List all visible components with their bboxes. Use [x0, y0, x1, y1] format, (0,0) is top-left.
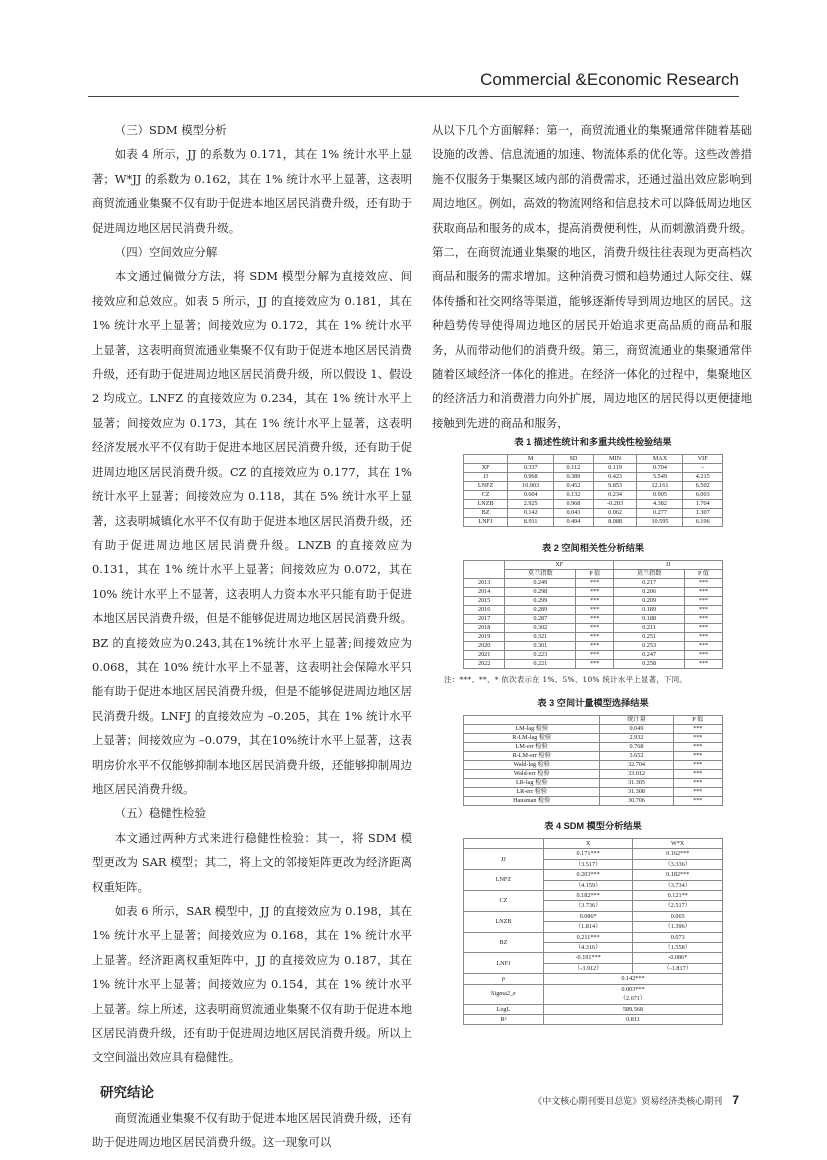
- table-cell: 4.382: [637, 500, 683, 509]
- table-cell: ***: [684, 660, 722, 669]
- coef-row: [464, 911, 723, 921]
- table-cell: 0.452: [554, 482, 594, 491]
- table-row: [464, 651, 723, 660]
- table-cell: 0.321: [505, 633, 576, 642]
- sub-header-cell: P 值: [576, 570, 614, 579]
- summary-value: 0.811: [626, 1015, 640, 1023]
- table-cell: ***: [673, 743, 722, 752]
- summary-value: 0.003***: [621, 985, 645, 993]
- table-cell: ***: [684, 633, 722, 642]
- table-cell: 1.307: [683, 509, 723, 518]
- paragraph: 本文通过偏微分方法，将 SDM 模型分解为直接效应、间接效应和总效应。如表 5 所示，JJ 的直接效应为 0.181，其在 1% 统计水平上显著；间接效应为 0.172，其在 1% 统计水平上显著，这表明商贸流通业集聚不仅有助于促进本地区居民消费升级，还有助于促进周边地区居民消费升级，所以假设 1、假设 2 均成立。LNFZ 的直接效应为 0.234，其在 1% 统计水平上显著；间接效应为 0.173，其在 1% 统计水平上显著，这表明经济发展水平不仅有助于促进本地区居民消费升级，还有助于促进周边地区居民消费升级。CZ 的直接效应为 0.177，其在 1% 统计水平上显著；间接效应为 0.118，其在 5% 统计水平上显著，这表明城镇化水平不仅有助于促进本地区居民消费升级，还有助于促进周边地区居民消费升级。LNZB 的直接效应为 0.131，其在 1% 统计水平上显著；间接效应为 0.072，其在 10% 统计水平上不显著，这表明人力资本水平只能有助于促进本地区居民消费升级，但是不能够促进周边地区居民消费升级。BZ 的直接效应为0.243,其在1%统计水平上显著;间接效应为0.068，其在 10% 统计水平上不显著，这表明社会保障水平只能有助于促进本地区居民消费升级，但是不能够促进周边地区居民消费升级。LNFJ 的直接效应为 –0.205，其在 1% 统计水平上显著；间接效应为 –0.079，其在10%统计水平上显著，这表明房价水平不仅能够抑制本地区居民消费升级，还能够抑制周边地区居民消费升级。: [92, 269, 412, 796]
- summary-value: 0.142***: [621, 975, 645, 983]
- table-cell: ***: [673, 770, 722, 779]
- table-row: [464, 500, 723, 509]
- table-cell: 0.905: [637, 491, 683, 500]
- table-cell: ***: [684, 651, 722, 660]
- tstat-cell: （1.814）: [543, 922, 633, 932]
- table-cell: ***: [576, 660, 614, 669]
- table-cell: 2017: [464, 615, 505, 624]
- tstat-cell: （2.517）: [633, 901, 723, 911]
- paragraph: 如表 6 所示，SAR 模型中，JJ 的直接效应为 0.198，其在 1% 统计水平上显著；间接效应为 0.168，其在 1% 统计水平上显著。经济距离权重矩阵中，JJ 的直接效应为 0.187，其在 1% 统计水平上显著；间接效应为 0.154，其在 1% 统计水平上显著。综上所述，这表明商贸流通业集聚不仅有助于促进本地区居民消费升级，还有助于促进周边地区居民消费升级。所以上文空间溢出效应具有稳健性。: [92, 904, 412, 1065]
- table-row: [464, 743, 723, 752]
- page-number: 7: [732, 1093, 739, 1107]
- table-row: [464, 518, 723, 527]
- tstat-cell: （3.734）: [633, 880, 723, 890]
- variable-cell: LogL: [464, 1004, 544, 1014]
- header-cell: [464, 716, 600, 725]
- table-cell: 5.549: [637, 473, 683, 482]
- coef-row: [464, 891, 723, 901]
- table-cell: 0.299: [505, 597, 576, 606]
- table-cell: 0.768: [600, 743, 673, 752]
- table-cell: ***: [576, 579, 614, 588]
- summary-cell: [543, 974, 722, 984]
- table-row: [464, 761, 723, 770]
- table-cell: ***: [673, 788, 722, 797]
- table-cell: ***: [684, 615, 722, 624]
- table-cell: 8.088: [593, 518, 637, 527]
- header-cell: SD: [554, 455, 594, 464]
- table-cell: 12.161: [637, 482, 683, 491]
- table-cell: LNFZ: [464, 482, 508, 491]
- table-row: [464, 779, 723, 788]
- header-row: [464, 839, 723, 849]
- tstat-cell: （-3.912）: [543, 963, 633, 973]
- table-cell: XF: [464, 464, 508, 473]
- tstat-cell: （3.736）: [543, 901, 633, 911]
- coef-cell: 0.203***: [543, 870, 633, 880]
- table-cell: LM-lag 检验: [464, 725, 600, 734]
- table-cell: 0.049: [600, 725, 673, 734]
- section-heading: （五）稳健性检验: [114, 806, 206, 821]
- table-cell: 0.211: [614, 624, 685, 633]
- table-cell: 0.258: [614, 660, 685, 669]
- table-cell: Hausman 检验: [464, 797, 600, 806]
- section-heading: （四）空间效应分解: [114, 245, 218, 260]
- table-cell: 2022: [464, 660, 505, 669]
- header-cell: X: [543, 839, 633, 849]
- table-row: [464, 770, 723, 779]
- table-cell: 0.223: [505, 651, 576, 660]
- table-cell: 0.287: [505, 615, 576, 624]
- table-cell: 2014: [464, 588, 505, 597]
- sub-header-cell: 莫兰指数: [505, 570, 576, 579]
- table-cell: ***: [684, 642, 722, 651]
- table-cell: ***: [576, 588, 614, 597]
- table4: [463, 838, 723, 1025]
- table-cell: ***: [673, 752, 722, 761]
- table1: [463, 454, 723, 527]
- table-cell: ***: [576, 624, 614, 633]
- table-row: [464, 615, 723, 624]
- table-cell: 0.119: [593, 464, 637, 473]
- table-cell: 31.305: [600, 779, 673, 788]
- section-heading: （三）SDM 模型分析: [114, 123, 227, 137]
- table-cell: 2021: [464, 651, 505, 660]
- summary-cell: [543, 1014, 722, 1024]
- sub-header-cell: 莫兰指数: [614, 570, 685, 579]
- table-cell: ***: [576, 606, 614, 615]
- tstat-cell: （4.316）: [543, 943, 633, 953]
- variable-cell: ρ: [464, 974, 544, 984]
- table-cell: 2015: [464, 597, 505, 606]
- table-cell: 0.132: [554, 491, 594, 500]
- sub-header-cell: P 值: [684, 570, 722, 579]
- table-cell: 10.595: [637, 518, 683, 527]
- table-row: [464, 597, 723, 606]
- table-cell: 33.012: [600, 770, 673, 779]
- tstat-cell: （-1.817）: [633, 963, 723, 973]
- variable-cell: BZ: [464, 932, 544, 953]
- table-cell: 0.062: [593, 509, 637, 518]
- header-cell: M: [508, 455, 554, 464]
- page-footer: [533, 1093, 739, 1107]
- table-cell: 1.704: [683, 500, 723, 509]
- header-cell: P 值: [673, 716, 722, 725]
- table-cell: 0.337: [508, 464, 554, 473]
- table-cell: 0.301: [505, 642, 576, 651]
- table-cell: ***: [673, 761, 722, 770]
- coef-row: [464, 932, 723, 942]
- table-cell: 0.289: [505, 606, 576, 615]
- header-cell: [464, 455, 508, 464]
- table-cell: 2018: [464, 624, 505, 633]
- paragraph: 商贸流通业集聚不仅有助于促进本地区居民消费升级，还有助于促进周边地区居民消费升级。这一现象可以: [92, 1110, 412, 1150]
- coef-cell: 0.182***: [543, 891, 633, 901]
- table-cell: ***: [576, 633, 614, 642]
- summary-row: [464, 984, 723, 1004]
- coef-cell: 0.171***: [543, 849, 633, 859]
- table-cell: 0.142: [508, 509, 554, 518]
- table-row: [464, 491, 723, 500]
- table-cell: 2019: [464, 633, 505, 642]
- summary-row: [464, 1004, 723, 1014]
- table-cell: 2016: [464, 606, 505, 615]
- table4-caption: 表 4 SDM 模型分析结果: [544, 821, 642, 831]
- table-cell: R-LM-err 检验: [464, 752, 600, 761]
- table-row: [464, 482, 723, 491]
- table-cell: 0.217: [614, 579, 685, 588]
- table-cell: 0.704: [637, 464, 683, 473]
- table-row: [464, 579, 723, 588]
- table-row: [464, 752, 723, 761]
- table-cell: LR-err 检验: [464, 788, 600, 797]
- table-cell: ***: [673, 779, 722, 788]
- table-cell: ***: [576, 615, 614, 624]
- table-cell: 0.247: [614, 651, 685, 660]
- table-cell: 0.251: [614, 633, 685, 642]
- table-row: [464, 633, 723, 642]
- table-cell: 0.206: [614, 588, 685, 597]
- coef-cell: 0.065: [633, 911, 723, 921]
- coef-row: [464, 870, 723, 880]
- table-cell: 0.112: [554, 464, 594, 473]
- paragraph: 如表 4 所示，JJ 的系数为 0.171，其在 1% 统计水平上显著；W*JJ 的系数为 0.162，其在 1% 统计水平上显著，这表明商贸流通业集聚不仅有助于促进本地区居民消费升级，还有助于促进周边地区居民消费升级。: [92, 147, 412, 235]
- coef-cell: 0.086*: [543, 911, 633, 921]
- table-row: [464, 473, 723, 482]
- table-cell: 0.389: [554, 473, 594, 482]
- variable-cell: LNFZ: [464, 870, 544, 891]
- table-cell: 0.043: [554, 509, 594, 518]
- header-cell: VIF: [683, 455, 723, 464]
- tstat-cell: （3.336）: [633, 859, 723, 869]
- table-cell: ***: [684, 624, 722, 633]
- table-cell: 0.423: [593, 473, 637, 482]
- table-cell: LM-err 检验: [464, 743, 600, 752]
- table-cell: LR-lag 检验: [464, 779, 600, 788]
- table-cell: LNZB: [464, 500, 508, 509]
- variable-cell: CZ: [464, 891, 544, 912]
- table2-note: 注：***、**、* 依次表示在 1%、5%、10% 统计水平上显著，下同。: [444, 675, 688, 684]
- summary-cell: [543, 984, 722, 1004]
- table-cell: 32.704: [600, 761, 673, 770]
- table-row: [464, 464, 723, 473]
- table-row: [464, 642, 723, 651]
- table-cell: 0.968: [554, 500, 594, 509]
- coef-row: [464, 849, 723, 859]
- coef-row: [464, 953, 723, 963]
- table-row: [464, 734, 723, 743]
- table-cell: 9.853: [593, 482, 637, 491]
- journal-title: Commercial &Economic Research: [480, 70, 739, 89]
- header-cell: [464, 839, 544, 849]
- corner-cell: [464, 561, 505, 579]
- coef-cell: 0.121**: [633, 891, 723, 901]
- right-column: [432, 118, 752, 435]
- table-cell: Wald-lag 检验: [464, 761, 600, 770]
- table-cell: 0.494: [554, 518, 594, 527]
- table-cell: 6.196: [683, 518, 723, 527]
- table-cell: 0.604: [508, 491, 554, 500]
- header-cell: 统计量: [600, 716, 673, 725]
- table-cell: 2.932: [600, 734, 673, 743]
- table-cell: 0.188: [614, 615, 685, 624]
- table2-caption: 表 2 空间相关性分析结果: [541, 543, 645, 553]
- table-cell: LNFJ: [464, 518, 508, 527]
- paragraph: 本文通过两种方式来进行稳健性检验：其一，将 SDM 模型更改为 SAR 模型；其二，将上文的邻接矩阵更改为经济距离权重矩阵。: [92, 830, 412, 894]
- table-cell: 2013: [464, 579, 505, 588]
- table-cell: 0.189: [614, 606, 685, 615]
- group-header-cell: XF: [505, 561, 614, 570]
- table-cell: 2.925: [508, 500, 554, 509]
- tstat-cell: （1.396）: [633, 922, 723, 932]
- table-cell: –: [683, 464, 723, 473]
- table-row: [464, 509, 723, 518]
- tstat-cell: （1.558）: [633, 943, 723, 953]
- tstat-cell: （3.517）: [543, 859, 633, 869]
- table-cell: JJ: [464, 473, 508, 482]
- summary-tstat: （2.671）: [619, 995, 647, 1003]
- coef-cell: 0.073: [633, 932, 723, 942]
- table-row: [464, 606, 723, 615]
- table-cell: 0.968: [508, 473, 554, 482]
- table-cell: -0.203: [593, 500, 637, 509]
- table-cell: ***: [673, 734, 722, 743]
- group-header-cell: JJ: [614, 561, 723, 570]
- conclusion-heading: 研究结论: [100, 1084, 154, 1100]
- header-cell: W*X: [633, 839, 723, 849]
- header-cell: MAX: [637, 455, 683, 464]
- group-header-row: [464, 561, 723, 570]
- table-cell: ***: [684, 606, 722, 615]
- table-cell: ***: [673, 725, 722, 734]
- table-cell: ***: [673, 797, 722, 806]
- table-cell: CZ: [464, 491, 508, 500]
- table1-caption: 表 1 描述性统计和多重共线性检验结果: [514, 437, 672, 447]
- table-row: [464, 624, 723, 633]
- header-row: [464, 455, 723, 464]
- header-rule: [88, 96, 739, 97]
- table-cell: 6.003: [683, 491, 723, 500]
- variable-cell: LNZB: [464, 911, 544, 932]
- footer-text: 《中文核心期刊要目总览》贸易经济类核心期刊: [533, 1096, 723, 1106]
- coef-cell: 0.162***: [633, 849, 723, 859]
- coef-cell: -0.191***: [543, 953, 633, 963]
- table-cell: BZ: [464, 509, 508, 518]
- variable-cell: LNFJ: [464, 953, 544, 974]
- table-cell: 0.234: [593, 491, 637, 500]
- coef-cell: 0.182***: [633, 870, 723, 880]
- table-cell: ***: [576, 651, 614, 660]
- table-cell: 6.502: [683, 482, 723, 491]
- summary-row: [464, 974, 723, 984]
- table-cell: 0.302: [505, 624, 576, 633]
- header-row: [464, 716, 723, 725]
- table-cell: ***: [576, 642, 614, 651]
- table-cell: ***: [684, 579, 722, 588]
- table-row: [464, 797, 723, 806]
- table-cell: 0.221: [505, 660, 576, 669]
- table-row: [464, 588, 723, 597]
- summary-value: 589.568: [622, 1005, 643, 1013]
- table3-caption: 表 3 空间计量模型选择结果: [537, 698, 649, 708]
- table-cell: 8.911: [508, 518, 554, 527]
- table-cell: R-LM-lag 检验: [464, 734, 600, 743]
- table-cell: 10.903: [508, 482, 554, 491]
- table-row: [464, 788, 723, 797]
- table-cell: ***: [684, 597, 722, 606]
- table-cell: 0.298: [505, 588, 576, 597]
- coef-cell: -0.086*: [633, 953, 723, 963]
- table-cell: 31.308: [600, 788, 673, 797]
- tstat-cell: （4.159）: [543, 880, 633, 890]
- summary-cell: [543, 1004, 722, 1014]
- left-column: [92, 118, 412, 1155]
- coef-cell: 0.211***: [543, 932, 633, 942]
- variable-cell: JJ: [464, 849, 544, 870]
- table-cell: 3.652: [600, 752, 673, 761]
- summary-row: [464, 1014, 723, 1024]
- table-cell: Wald-err 检验: [464, 770, 600, 779]
- tables-area: [432, 434, 754, 1025]
- table3: [463, 715, 723, 806]
- table-row: [464, 725, 723, 734]
- table-row: [464, 660, 723, 669]
- paragraph: 从以下几个方面解释：第一，商贸流通业的集聚通常伴随着基础设施的改善、信息流通的加速、物流体系的优化等。这些改善措施不仅服务于集聚区域内部的消费需求，还通过溢出效应影响到周边地区。例如，高效的物流网络和信息技术可以降低周边地区获取商品和服务的成本，提高消费便利性，从而刺激消费升级。第二，在商贸流通业集聚的地区，消费升级往往表现为更高档次商品和服务的需求增加。这种消费习惯和趋势通过人际交往、媒体传播和社交网络等渠道，能够逐渐传导到周边地区的居民。这种趋势传导使得周边地区的居民开始追求更高品质的商品和服务，从而带动他们的消费升级。第三，商贸流通业的集聚通常伴随着区域经济一体化的推进。在经济一体化的过程中，集聚地区的经济活力和消费潜力向外扩展，周边地区的居民得以更便捷地接触到先进的商品和服务，: [432, 123, 752, 430]
- table-cell: 0.253: [614, 642, 685, 651]
- table-cell: ***: [576, 597, 614, 606]
- table-cell: 0.277: [637, 509, 683, 518]
- header-cell: MIN: [593, 455, 637, 464]
- variable-cell: R²: [464, 1014, 544, 1024]
- table-cell: 30.706: [600, 797, 673, 806]
- table-cell: 4.215: [683, 473, 723, 482]
- table-cell: 0.209: [614, 597, 685, 606]
- table-cell: 2020: [464, 642, 505, 651]
- table-cell: ***: [684, 588, 722, 597]
- variable-cell: Sigma2_e: [464, 984, 544, 1004]
- table2: [463, 560, 723, 669]
- table-cell: 0.249: [505, 579, 576, 588]
